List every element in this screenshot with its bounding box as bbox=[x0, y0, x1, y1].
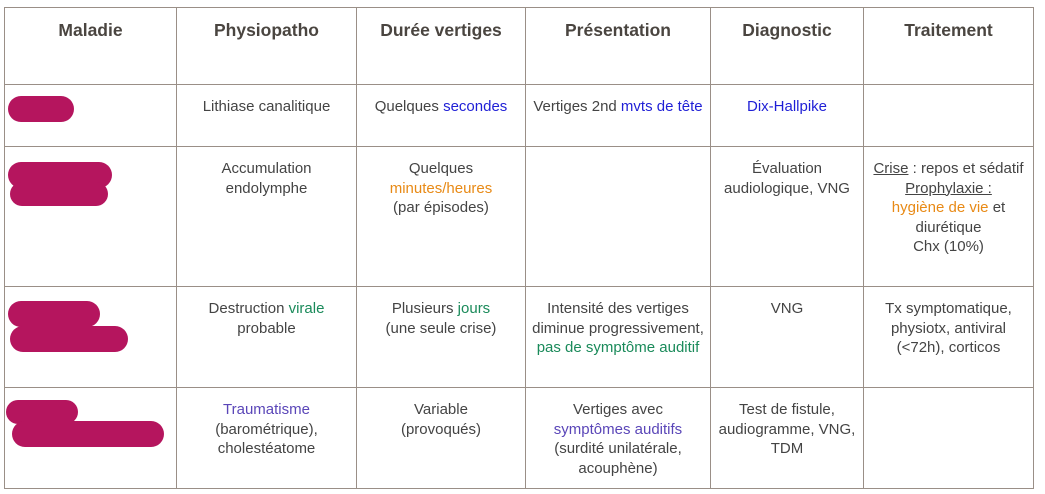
cell-diagnostic: VNG bbox=[711, 287, 864, 388]
cell-physio: Traumatisme (barométrique), cholestéatome bbox=[177, 388, 357, 489]
redaction-mark bbox=[8, 301, 100, 327]
header-traitement: Traitement bbox=[864, 8, 1034, 85]
cell-physio: Lithiase canalitique bbox=[177, 85, 357, 147]
cell-traitement: Crise : repos et sédatif Prophylaxie : hygiène de vie et diurétique Chx (10%) bbox=[864, 147, 1034, 287]
cell-presentation: Intensité des vertiges diminue progressivement, pas de symptôme auditif bbox=[526, 287, 711, 388]
header-row bbox=[5, 8, 1034, 85]
redaction-mark bbox=[8, 96, 74, 122]
table-row bbox=[5, 85, 1034, 147]
cell-duree: Quelques secondes bbox=[357, 85, 526, 147]
cell-presentation: Vertiges 2nd mvts de tête bbox=[526, 85, 711, 147]
cell-physio: Destruction virale probable bbox=[177, 287, 357, 388]
cell-diagnostic: Test de fistule, audiogramme, VNG, TDM bbox=[711, 388, 864, 489]
redaction-mark bbox=[10, 326, 128, 352]
header-physiopatho: Physiopatho bbox=[177, 8, 357, 85]
header-presentation: Présentation bbox=[526, 8, 711, 85]
redaction-mark bbox=[12, 421, 164, 447]
cell-diagnostic: Évaluation audiologique, VNG bbox=[711, 147, 864, 287]
cell-traitement bbox=[864, 388, 1034, 489]
cell-traitement bbox=[864, 85, 1034, 147]
cell-physio: Accumulation endolymphe bbox=[177, 147, 357, 287]
redaction-mark bbox=[10, 182, 108, 206]
cell-duree: Quelques minutes/heures (par épisodes) bbox=[357, 147, 526, 287]
cell-presentation bbox=[526, 147, 711, 287]
header-diagnostic: Diagnostic bbox=[711, 8, 864, 85]
header-maladie: Maladie bbox=[5, 8, 177, 85]
cell-traitement: Tx symptomatique, physiotx, antiviral (<72h), corticos bbox=[864, 287, 1034, 388]
cell-duree: Variable (provoqués) bbox=[357, 388, 526, 489]
cell-diagnostic: Dix-Hallpike bbox=[711, 85, 864, 147]
cell-presentation: Vertiges avec symptômes auditifs (surdité unilatérale, acouphène) bbox=[526, 388, 711, 489]
header-duree: Durée vertiges bbox=[357, 8, 526, 85]
table-row bbox=[5, 147, 1034, 287]
table-row bbox=[5, 287, 1034, 388]
cell-duree: Plusieurs jours (une seule crise) bbox=[357, 287, 526, 388]
vertigo-table bbox=[4, 7, 1034, 489]
